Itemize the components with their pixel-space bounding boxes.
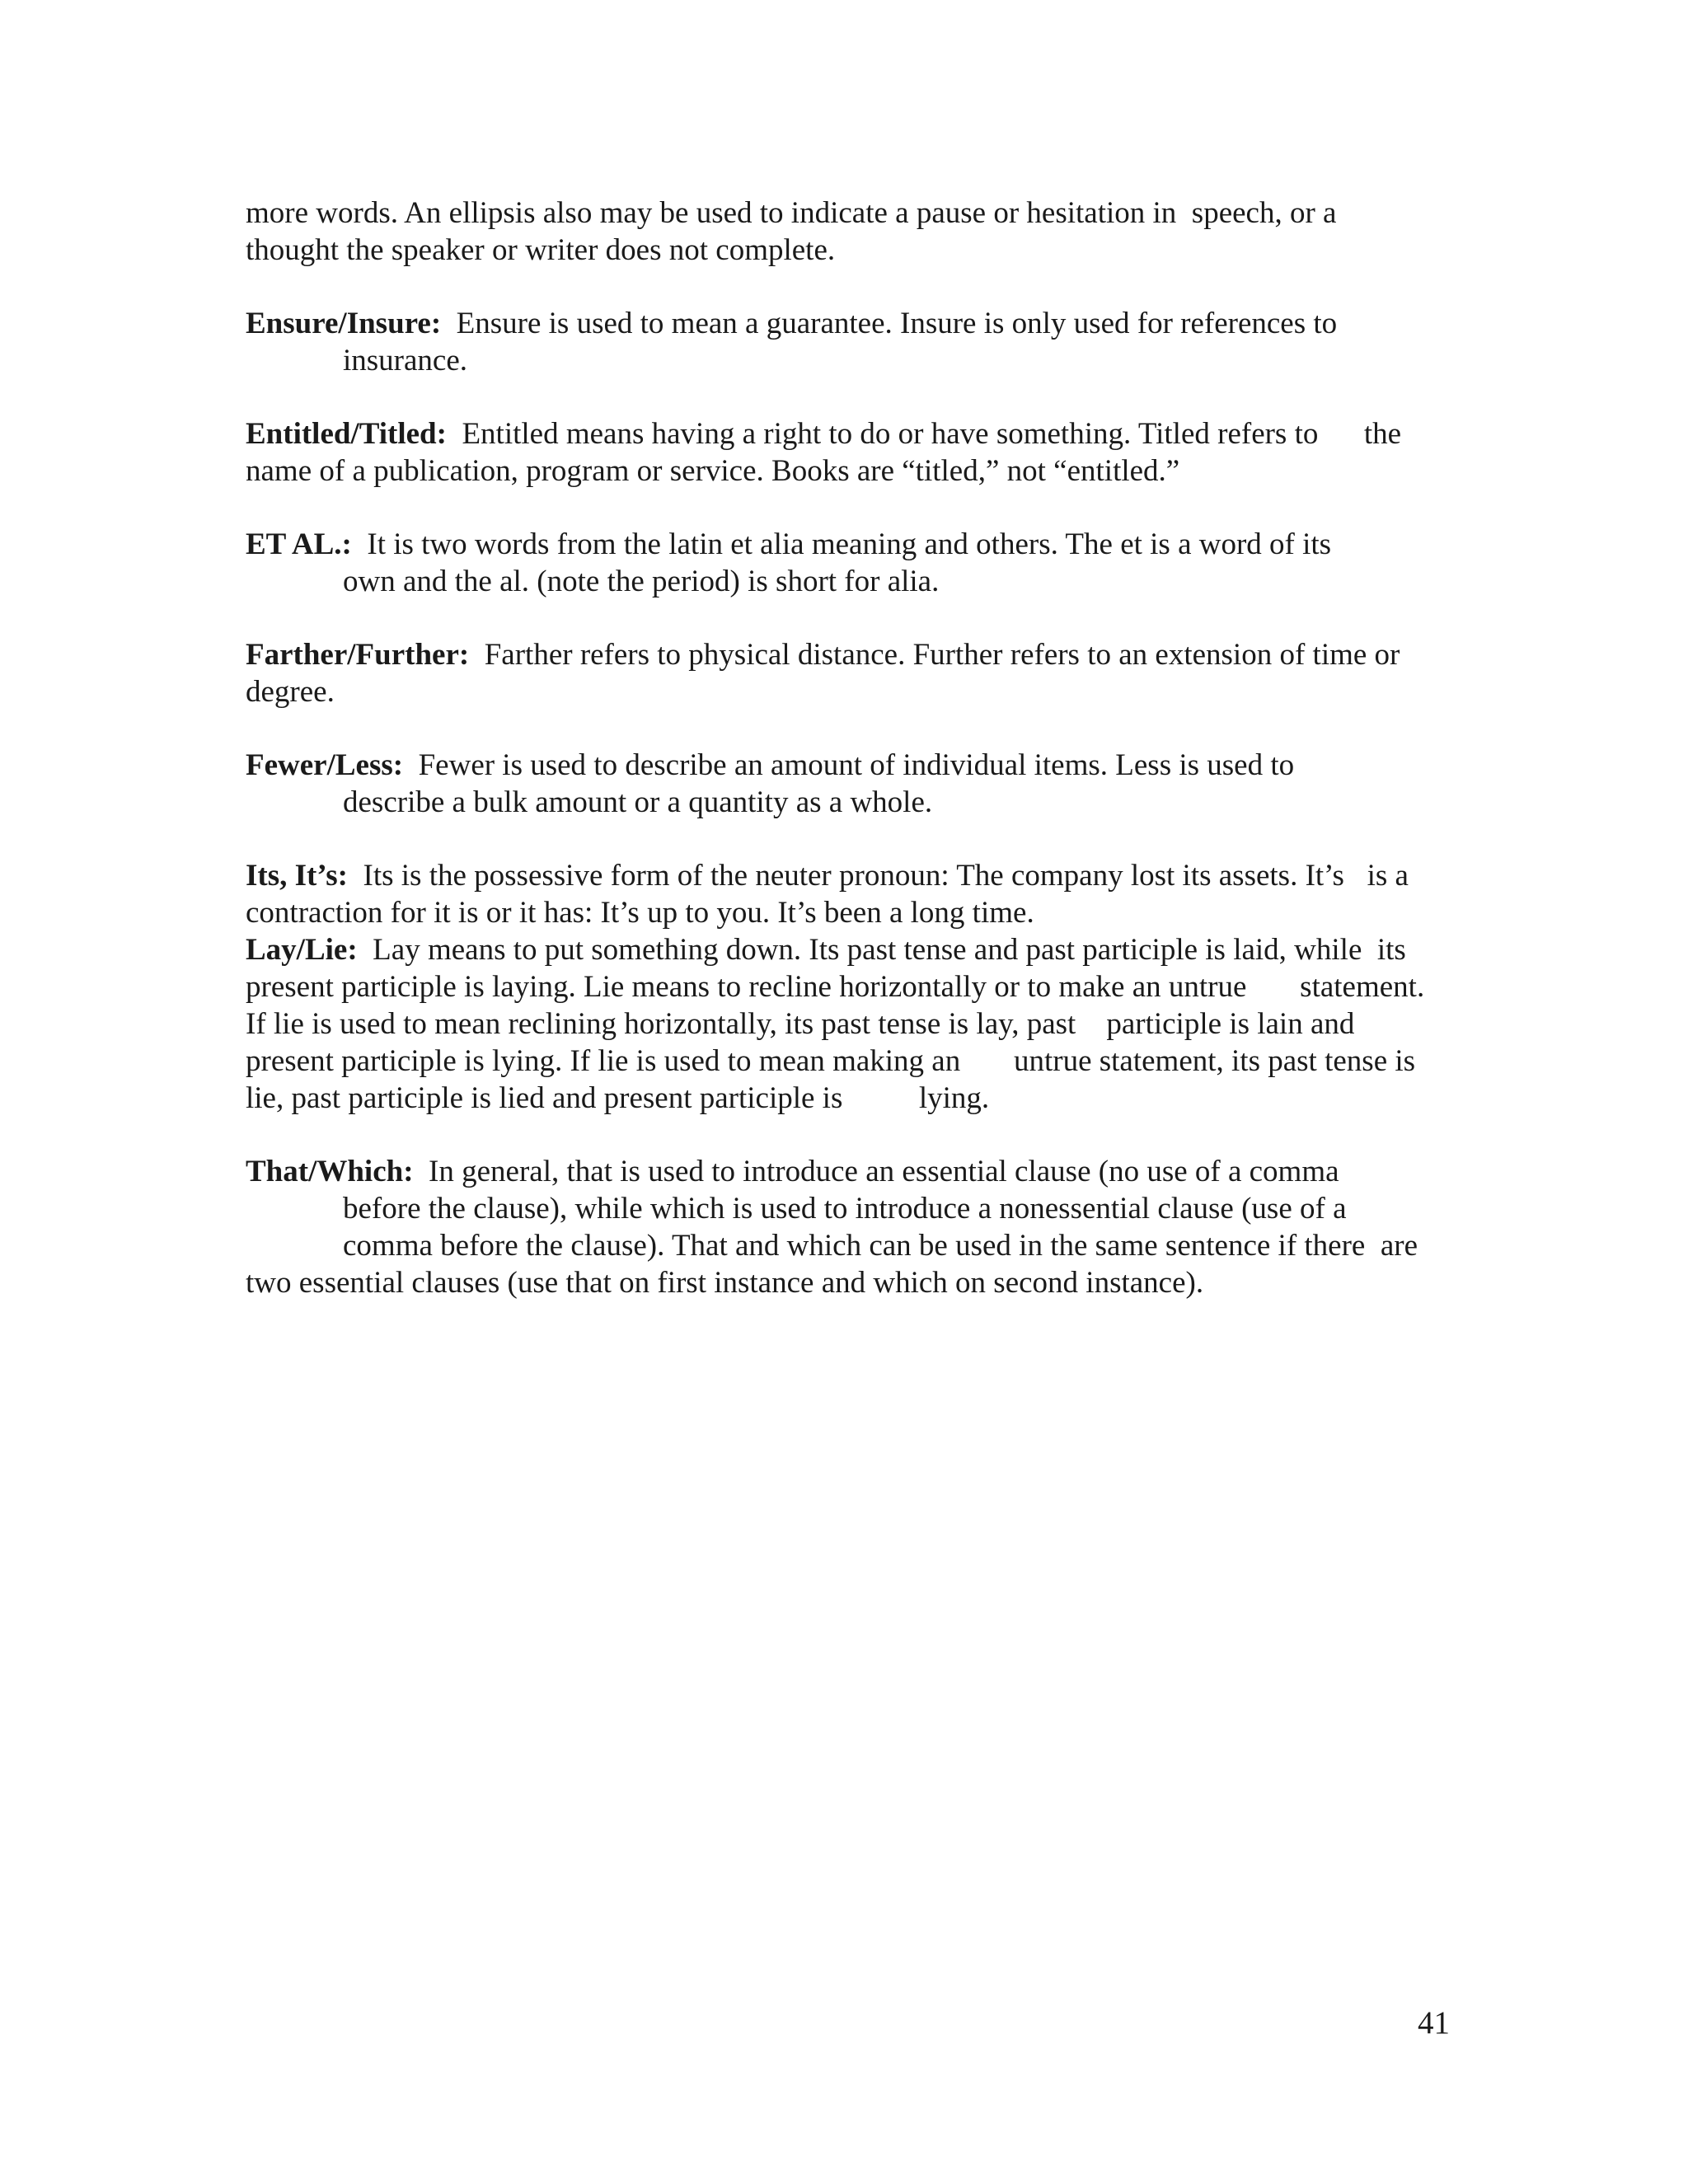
entry-term: Farther/Further: [246,638,470,672]
entry-farther-further-line-2: degree. [246,675,335,709]
entry-ensure-insure-line-2: insurance. [343,344,468,377]
entry-entitled-titled [246,415,1401,452]
entry-fewer-less [246,747,1294,784]
entry-its [246,857,1409,894]
entry-term: Lay/Lie: [246,933,358,967]
entry-et-al-line-2: own and the al. (note the period) is short for alia. [343,565,940,598]
entry-lay-lie [246,931,1406,968]
entry-that-which-line-3: comma before the clause). That and which can be used in the same sentence if there are [343,1229,1418,1263]
ellipsis-text-line-2: thought the speaker or writer does not complete. [246,233,836,267]
entry-definition: Farther refers to physical distance. Further refers to an extension of time or [469,638,1400,672]
entry-term: Ensure/Insure: [246,307,442,340]
entry-definition: Ensure is used to mean a guarantee. Insure is only used for references to [441,307,1338,340]
entry-definition: Its is the possessive form of the neuter pronoun: The company lost its assets. It’s is a [348,859,1409,893]
entry-lay-lie-line-3: If lie is used to mean reclining horizontally, its past tense is lay, past participle is lain and [246,1007,1355,1041]
entry-definition: Lay means to put something down. Its past tense and past participle is laid, while its [357,933,1406,967]
entry-term: Entitled/Titled: [246,417,447,451]
entry-fewer-less-line-2: describe a bulk amount or a quantity as a whole. [343,785,933,819]
entry-definition: Fewer is used to describe an amount of individual items. Less is used to [403,748,1295,782]
ellipsis-text-line-1: more words. An ellipsis also may be used to indicate a pause or hesitation in speech, or a [246,196,1337,230]
entry-that-which-line-2: before the clause), while which is used to introduce a nonessential clause (use of a [343,1192,1347,1226]
entry-ensure-insure [246,305,1337,342]
page-number: 41 [1418,2005,1450,2041]
entry-term: Fewer/Less: [246,748,404,782]
entry-et-al [246,526,1331,563]
entry-farther-further [246,636,1400,673]
entry-definition: In general, that is used to introduce an essential clause (no use of a comma [413,1155,1339,1188]
entry-definition: It is two words from the latin et alia meaning and others. The et is a word of its [351,527,1332,561]
entry-definition: Entitled means having a right to do or have something. Titled refers to the [446,417,1402,451]
entry-its-line-2: contraction for it is or it has: It’s up to you. It’s been a long time. [246,896,1034,930]
entry-lay-lie-line-2: present participle is laying. Lie means to recline horizontally or to make an untrue statement. [246,970,1425,1004]
entry-that-which [246,1153,1339,1190]
entry-that-which-line-4: two essential clauses (use that on first instance and which on second instance). [246,1266,1204,1300]
entry-term: That/Which: [246,1155,414,1188]
entry-term: Its, It’s: [246,859,349,893]
entry-lay-lie-line-4: present participle is lying. If lie is used to mean making an untrue statement, its past tense is [246,1044,1416,1078]
entry-entitled-titled-line-2: name of a publication, program or service. Books are “titled,” not “entitled.” [246,454,1180,488]
entry-lay-lie-line-5: lie, past participle is lied and present participle is lying. [246,1081,990,1115]
entry-term: ET AL.: [246,527,352,561]
